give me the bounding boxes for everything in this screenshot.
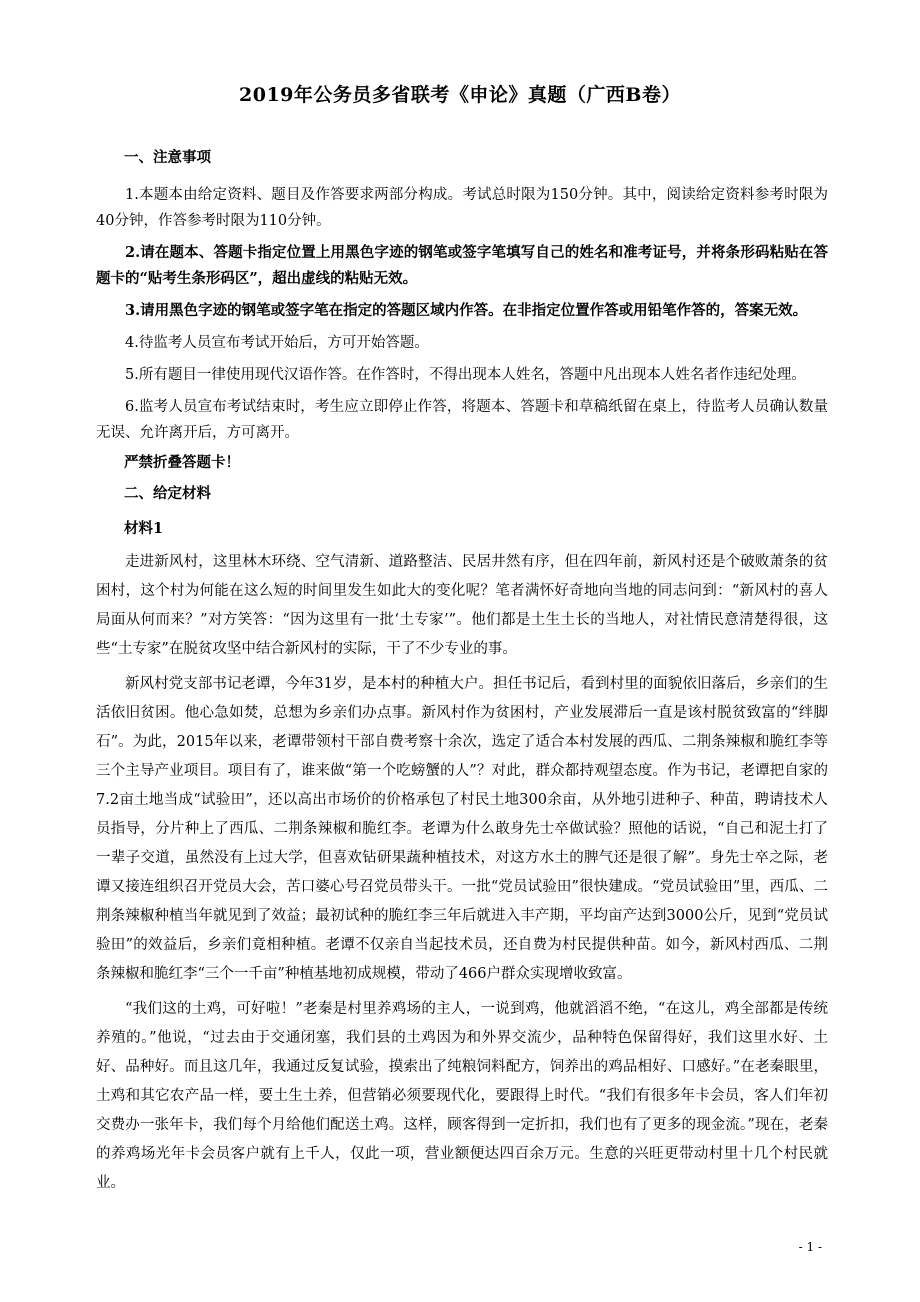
material-paragraph-3: “我们这的土鸡，可好啦！”老秦是村里养鸡场的主人，一说到鸡，他就滔滔不绝，“在这儿，鸡全部都是传统养殖的。”他说，“过去由于交通闭塞，我们县的土鸡因为和外界交流少，品种特色保留得好，我们这里水好、土好、品种好。而且这几年，我通过反复试验，摸索出了纯粮饲料配方，饲养出的鸡品相好、口感好。”在老秦眼里，土鸡和其它农产品一样，要土生土养，但营销必须要现代化，要跟得上时代。“我们有很多年卡会员，客人们年初交费办一张年卡，我们每个月给他们配送土鸡。这样，顾客得到一定折扣，我们也有了更多的现金流。”现在，老秦的养鸡场光年卡会员客户就有上千人，仅此一项，营业额便达四百余万元。生意的兴旺更带动村里十几个村民就业。 [96, 1001, 828, 1191]
page-title: 2019年公务员多省联考《申论》真题（广西B卷） [239, 84, 681, 106]
note-item-6: 6.监考人员宣布考试结束时，考生应立即停止作答，将题本、答题卡和草稿纸留在桌上，待监考人员确认数量无误、允许离开后，方可离开。 [96, 399, 828, 441]
section-heading-materials: 二、给定材料 [124, 485, 211, 502]
note-item-2: 2.请在题本、答题卡指定位置上用黑色字迹的钢笔或签字笔填写自己的姓名和准考证号，并将条形码粘贴在答题卡的“贴考生条形码区”，超出虚线的粘贴无效。 [96, 244, 828, 287]
page-number: - 1 - [798, 1240, 822, 1254]
note-item-1: 1.本题本由给定资料、题目及作答要求两部分构成。考试总时限为150分钟。其中，阅读给定资料参考时限为40分钟，作答参考时限为110分钟。 [96, 187, 828, 229]
material-paragraph-1: 走进新风村，这里林木环绕、空气清新、道路整洁、民居井然有序，但在四年前，新风村还是个破败萧条的贫困村，这个村为何能在这么短的时间里发生如此大的变化呢？笔者满怀好奇地向当地的同志问到：“新风村的喜人局面从何而来？”对方笑答：“因为这里有一批‘土专家’”。他们都是土生土长的当地人，对社情民意清楚得很，这些“土专家”在脱贫攻坚中结合新风村的实际，干了不少专业的事。 [96, 554, 828, 657]
note-item-5: 5.所有题目一律使用现代汉语作答。在作答时，不得出现本人姓名，答题中凡出现本人姓名者作违纪处理。 [125, 367, 806, 383]
material-paragraph-2: 新风村党支部书记老谭，今年31岁，是本村的种植大户。担任书记后，看到村里的面貌依旧落后，乡亲们的生活依旧贫困。他心急如焚，总想为乡亲们办点事。新风村作为贫困村，产业发展滞后一直是该村脱贫致富的“绊脚石”。为此，2015年以来，老谭带领村干部自费考察十余次，选定了适合本村发展的西瓜、二荆条辣椒和脆红李等三个主导产业项目。项目有了，谁来做“第一个吃螃蟹的人”？对此，群众都持观望态度。作为书记，老谭把自家的7.2亩土地当成“试验田”，还以高出市场价的价格承包了村民土地300余亩，从外地引进种子、种苗，聘请技术人员指导，分片种上了西瓜、二荆条辣椒和脆红李。老谭为什么敢身先士卒做试验？照他的话说，“自己和泥土打了一辈子交道，虽然没有上过大学，但喜欢钻研果蔬种植技术，对这方水土的脾气还是很了解”。身先士卒之际，老谭又接连组织召开党员大会，苦口婆心号召党员带头干。一批“党员试验田”很快建成。“党员试验田”里，西瓜、二荆条辣椒种植当年就见到了效益；最初试种的脆红李三年后就进入丰产期，平均亩产达到3000公斤，见到“党员试验田”的效益后，乡亲们竟相种植。老谭不仅亲自当起技术员，还自费为村民提供种苗。如今，新风村西瓜、二荆条辣椒和脆红李“三个一千亩”种植基地初成规模，带动了466户群众实现增收致富。 [96, 676, 828, 982]
note-item-4: 4.待监考人员宣布考试开始后，方可开始答题。 [125, 335, 429, 351]
note-item-3: 3.请用黑色字迹的钢笔或签字笔在指定的答题区域内作答。在非指定位置作答或用铅笔作答的，答案无效。 [125, 302, 808, 319]
document-body [96, 148, 828, 1204]
section-heading-notes: 一、注意事项 [124, 149, 211, 166]
material-label: 材料1 [124, 520, 164, 537]
no-fold-warning: 严禁折叠答题卡！ [124, 454, 240, 471]
